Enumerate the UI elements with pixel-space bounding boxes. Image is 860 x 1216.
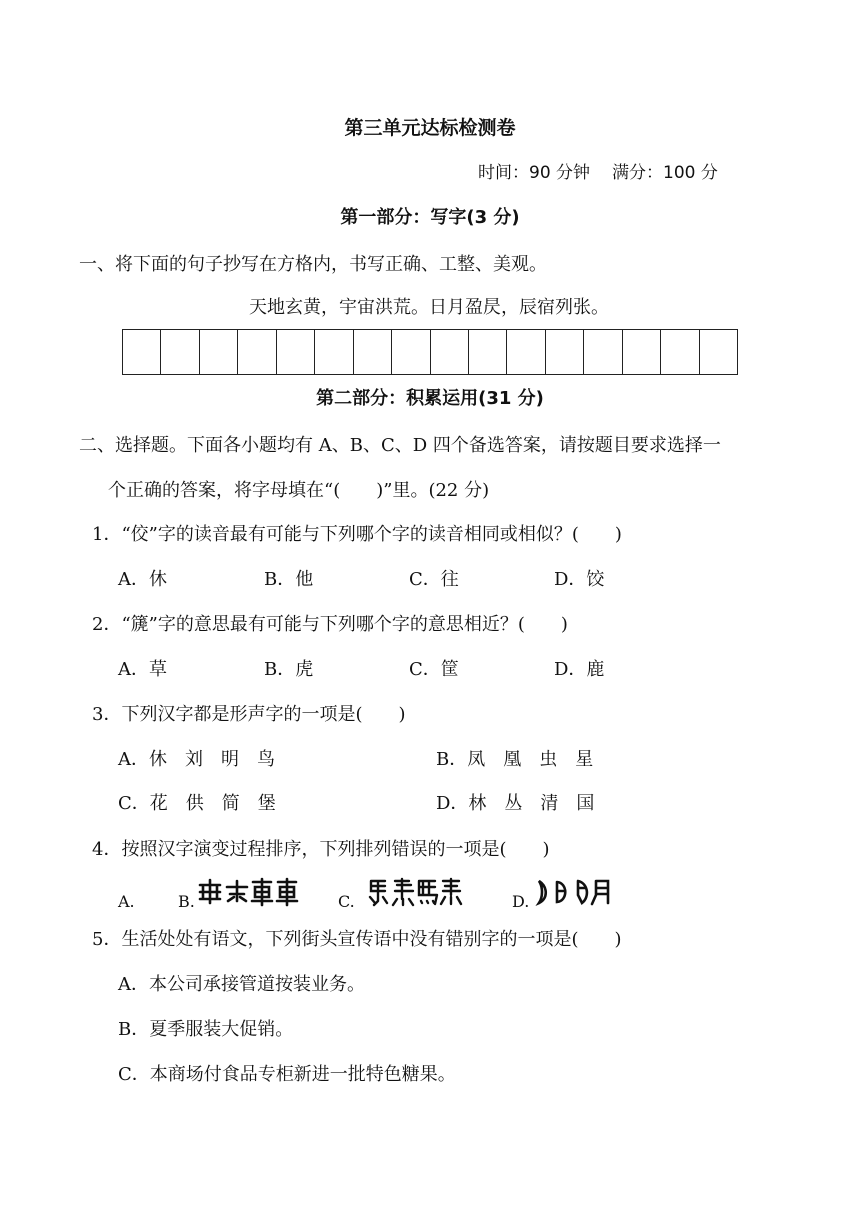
option-c[interactable]: C. xyxy=(338,892,355,911)
ancient-ma-glyphs xyxy=(367,877,463,907)
question-stem: 5．生活处处有语文，下列街头宣传语中没有错别字的一项是( ) xyxy=(92,929,622,950)
part1-heading: 第一部分：写字(3 分) xyxy=(340,207,520,228)
full-score: 满分：100 分 xyxy=(612,163,718,183)
option-d[interactable]: D．饺 xyxy=(554,569,605,590)
option-d[interactable]: D. xyxy=(512,892,530,911)
option-c[interactable]: C．往 xyxy=(409,569,459,590)
question-1-instruction: 一、将下面的句子抄写在方格内，书写正确、工整、美观。 xyxy=(79,254,547,275)
writing-grid[interactable] xyxy=(122,329,738,375)
grid-cell[interactable] xyxy=(277,330,315,374)
grid-cell[interactable] xyxy=(431,330,469,374)
option-b[interactable]: B. xyxy=(178,892,195,911)
grid-cell[interactable] xyxy=(469,330,507,374)
grid-cell[interactable] xyxy=(238,330,276,374)
option-c[interactable]: C．本商场付食品专柜新进一批特色糖果。 xyxy=(118,1064,456,1085)
grid-cell[interactable] xyxy=(123,330,161,374)
grid-cell[interactable] xyxy=(161,330,199,374)
option-a[interactable]: A．休 xyxy=(118,569,167,590)
option-a[interactable]: A. xyxy=(118,892,135,911)
grid-cell[interactable] xyxy=(354,330,392,374)
ancient-che-glyphs xyxy=(197,877,301,907)
option-a[interactable]: A．本公司承接管道按装业务。 xyxy=(118,974,365,995)
question-stem: 2．“篪”字的意思最有可能与下列哪个字的意思相近？( ) xyxy=(92,614,568,635)
option-a[interactable]: A．草 xyxy=(118,659,167,680)
option-c[interactable]: C．筐 xyxy=(409,659,459,680)
option-c[interactable]: C．花 供 简 堡 xyxy=(118,793,276,814)
grid-cell[interactable] xyxy=(546,330,584,374)
grid-cell[interactable] xyxy=(200,330,238,374)
grid-cell[interactable] xyxy=(315,330,353,374)
part2-heading: 第二部分：积累运用(31 分) xyxy=(316,388,544,409)
question-stem: 3．下列汉字都是形声字的一项是( ) xyxy=(92,704,406,725)
grid-cell[interactable] xyxy=(661,330,699,374)
option-b[interactable]: B．虎 xyxy=(264,659,314,680)
question-stem: 4．按照汉字演变过程排序，下列排列错误的一项是( ) xyxy=(92,839,550,860)
option-d[interactable]: D．鹿 xyxy=(554,659,605,680)
grid-cell[interactable] xyxy=(623,330,661,374)
grid-cell[interactable] xyxy=(584,330,622,374)
question-2-instruction-cont: 个正确的答案，将字母填在“( )”里。(22 分) xyxy=(108,480,490,501)
time-limit: 时间：90 分钟 xyxy=(478,163,591,183)
grid-cell[interactable] xyxy=(700,330,737,374)
grid-cell[interactable] xyxy=(392,330,430,374)
exam-meta xyxy=(478,161,718,185)
grid-cell[interactable] xyxy=(507,330,545,374)
option-d[interactable]: D．林 丛 清 国 xyxy=(436,793,595,814)
copy-sentence: 天地玄黄，宇宙洪荒。日月盈昃，辰宿列张。 xyxy=(249,297,609,318)
question-2-instruction: 二、选择题。下面各小题均有 A、B、C、D 四个备选答案，请按题目要求选择一 xyxy=(79,435,721,456)
option-b[interactable]: B．凤 凰 虫 星 xyxy=(436,749,594,770)
exam-title: 第三单元达标检测卷 xyxy=(344,117,516,139)
option-a[interactable]: A．休 刘 明 鸟 xyxy=(118,749,275,770)
question-stem: 1．“佼”字的读音最有可能与下列哪个字的读音相同或相似？( ) xyxy=(92,524,622,545)
option-b[interactable]: B．夏季服装大促销。 xyxy=(118,1019,294,1040)
ancient-yue-glyphs xyxy=(530,877,614,907)
option-b[interactable]: B．他 xyxy=(264,569,314,590)
